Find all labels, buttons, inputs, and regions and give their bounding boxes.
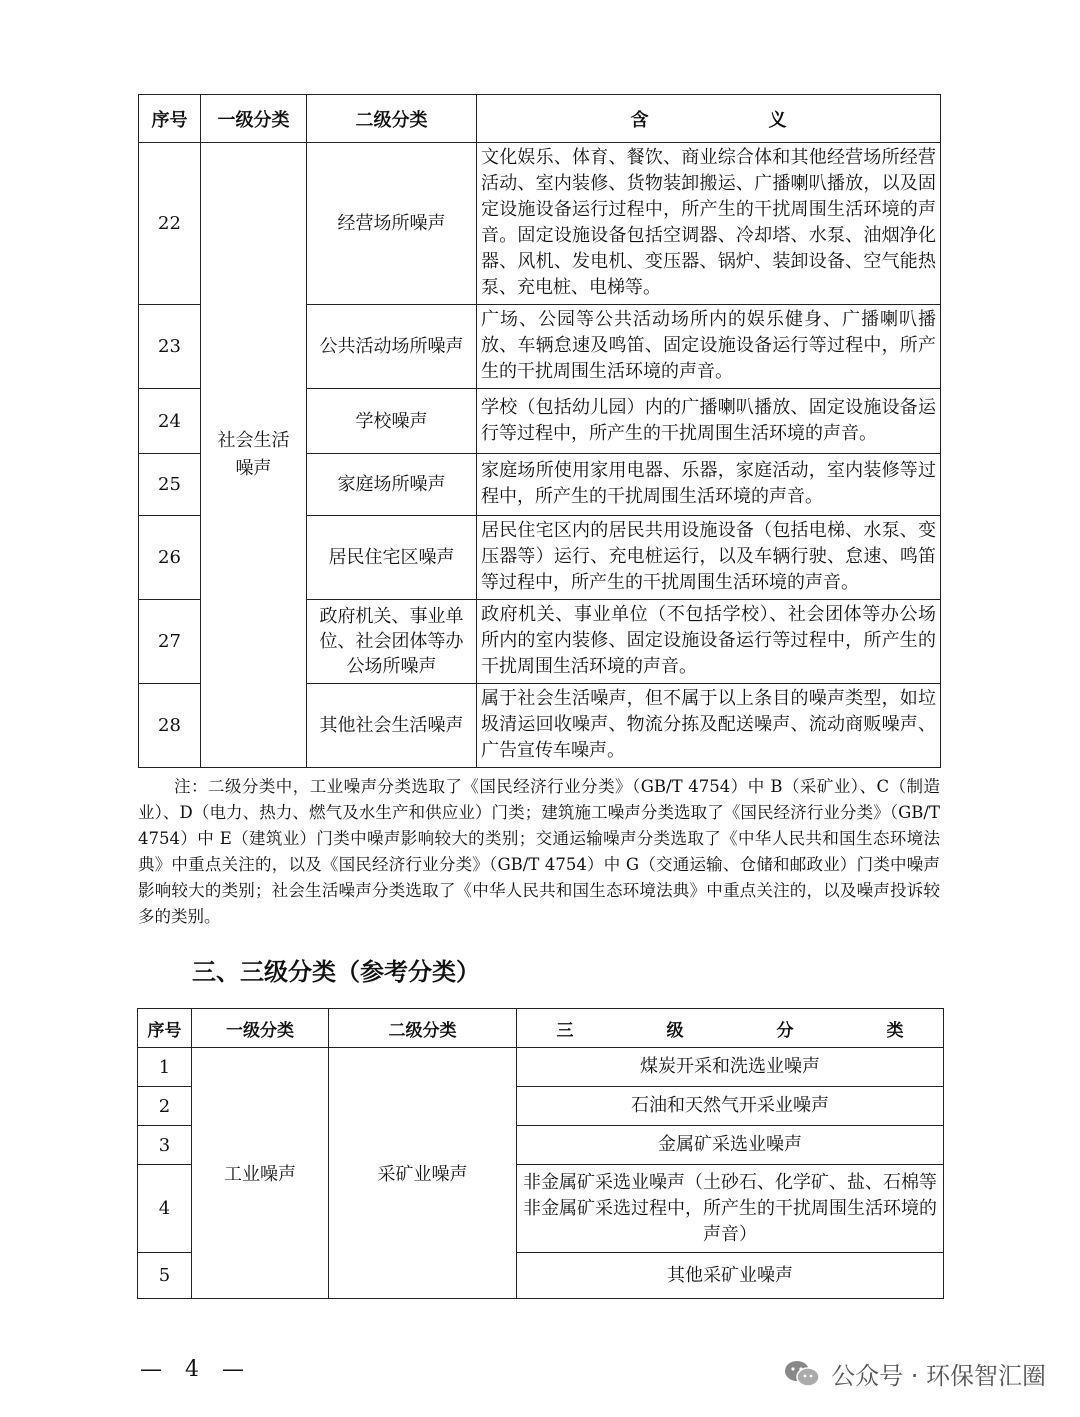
row-meaning: 居民住宅区内的居民共用设施设备（包括电梯、水泵、变压器等）运行、充电桩运行，以及车辆行驶、怠速、鸣笛等过程中，所产生的干扰周围生活环境的声音。 [477, 516, 941, 600]
row-cat2: 经营场所噪声 [307, 143, 477, 305]
header-cat2: 二级分类 [307, 95, 477, 143]
row-cat3: 石油和天然气开采业噪声 [517, 1087, 944, 1126]
header-cat2: 二级分类 [329, 1009, 517, 1048]
row-meaning: 学校（包括幼儿园）内的广播喇叭播放、固定设施设备运行等过程中，所产生的干扰周围生活环境的声音。 [477, 389, 941, 454]
row-cat3: 其他采矿业噪声 [517, 1253, 944, 1299]
row-no: 22 [139, 143, 201, 305]
row-cat3: 金属矿采选业噪声 [517, 1126, 944, 1165]
row-no: 24 [139, 389, 201, 454]
header-no: 序号 [138, 1009, 192, 1048]
watermark-text: 公众号 · 环保智汇圈 [831, 1362, 1046, 1390]
page-number: — 4 — [140, 1357, 252, 1382]
row-cat3: 非金属矿采选业噪声（土砂石、化学矿、盐、石棉等非金属矿采选过程中，所产生的干扰周围生活环境的声音） [517, 1165, 944, 1253]
row-meaning: 文化娱乐、体育、餐饮、商业综合体和其他经营场所经营活动、室内装修、货物装卸搬运、广播喇叭播放，以及固定设施设备运行过程中，所产生的干扰周围生活环境的声音。固定设施设备包括空调器、冷却塔、水泵、油烟净化器、风机、发电机、变压器、锅炉、装卸设备、空气能热泵、充电桩、电梯等。 [477, 143, 941, 305]
row-cat2: 政府机关、事业单位、社会团体等办公场所噪声 [307, 600, 477, 684]
category1-label: 社会生活噪声 [217, 430, 290, 479]
row-no: 1 [138, 1048, 192, 1087]
row-no: 5 [138, 1253, 192, 1299]
row-meaning: 政府机关、事业单位（不包括学校）、社会团体等办公场所内的室内装修、固定设施设备运行等过程中，所产生的干扰周围生活环境的声音。 [477, 600, 941, 684]
row-no: 2 [138, 1087, 192, 1126]
watermark [783, 1356, 1046, 1391]
category1-cell: 工业噪声 [192, 1048, 329, 1299]
header-cat3: 三 级 分 类 [517, 1009, 944, 1048]
table-header-row [138, 1009, 944, 1048]
section-title: 三、三级分类（参考分类） [192, 958, 480, 986]
tertiary-classification-table [137, 1008, 944, 1299]
row-no: 25 [139, 454, 201, 516]
row-cat2: 居民住宅区噪声 [307, 516, 477, 600]
row-cat2: 家庭场所噪声 [307, 454, 477, 516]
header-no: 序号 [139, 95, 201, 143]
row-cat2: 学校噪声 [307, 389, 477, 454]
header-cat1: 一级分类 [201, 95, 307, 143]
row-meaning: 家庭场所使用家用电器、乐器，家庭活动，室内装修等过程中，所产生的干扰周围生活环境的声音。 [477, 454, 941, 516]
row-meaning: 属于社会生活噪声，但不属于以上条目的噪声类型，如垃圾清运回收噪声、物流分拣及配送噪声、流动商贩噪声、广告宣传车噪声。 [477, 684, 941, 768]
table-row [139, 143, 941, 305]
header-meaning: 含 义 [477, 95, 941, 143]
table-row [138, 1048, 944, 1087]
table-header-row [139, 95, 941, 143]
row-cat2: 公共活动场所噪声 [307, 305, 477, 389]
row-no: 26 [139, 516, 201, 600]
row-no: 27 [139, 600, 201, 684]
secondary-classification-table [138, 94, 941, 768]
category1-cell [201, 143, 307, 768]
row-cat3: 煤炭开采和洗选业噪声 [517, 1048, 944, 1087]
row-no: 23 [139, 305, 201, 389]
table-note: 注：二级分类中，工业噪声分类选取了《国民经济行业分类》（GB/T 4754）中 B（采矿业）、C（制造业）、D（电力、热力、燃气及水生产和供应业）门类；建筑施工噪声分类选取了《国民经济行业分类》（GB/T 4754）中 E（建筑业）门类中噪声影响较大的类别；交通运输噪声分类选取了《中华人民共和国生态环境法典》中重点关注的，以及《国民经济行业分类》（GB/T 4754）中 G（交通运输、仓储和邮政业）门类中噪声影响较大的类别；社会生活噪声分类选取了《中华人民共和国生态环境法典》中重点关注的，以及噪声投诉较多的类别。 [138, 777, 940, 926]
wechat-icon [783, 1358, 821, 1390]
row-meaning: 广场、公园等公共活动场所内的娱乐健身、广播喇叭播放、车辆怠速及鸣笛、固定设施设备运行等过程中，所产生的干扰周围生活环境的声音。 [477, 305, 941, 389]
header-cat1: 一级分类 [192, 1009, 329, 1048]
row-cat2: 其他社会生活噪声 [307, 684, 477, 768]
row-no: 4 [138, 1165, 192, 1253]
row-no: 28 [139, 684, 201, 768]
row-no: 3 [138, 1126, 192, 1165]
category2-cell: 采矿业噪声 [329, 1048, 517, 1299]
